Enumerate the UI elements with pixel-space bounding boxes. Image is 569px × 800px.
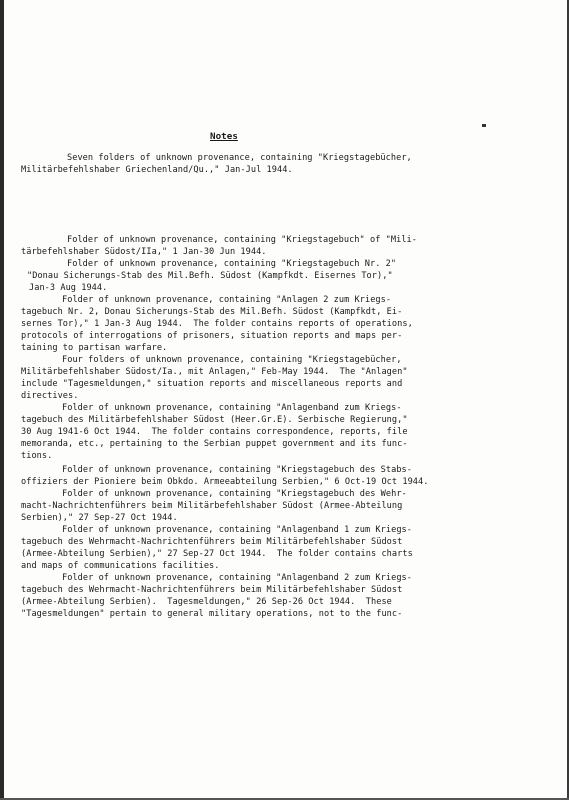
scan-mark xyxy=(482,124,486,127)
text-line: and maps of communications facilities. xyxy=(21,561,220,571)
text-line: Folder of unknown provenance, containing "Kriegstagebuch des Wehr- xyxy=(62,489,407,499)
text-line: Four folders of unknown provenance, containing "Kriegstagebücher, xyxy=(62,355,402,365)
text-line: protocols of interrogations of prisoners, situation reports and maps per- xyxy=(21,331,403,341)
text-line: Folder of unknown provenance, containing "Anlagenband zum Kriegs- xyxy=(62,403,402,413)
text-line: (Armee-Abteilung Serbien)," 27 Sep-27 Oct 1944. The folder contains charts xyxy=(21,549,413,559)
page-title: Notes xyxy=(210,131,238,142)
text-line: include "Tagesmeldungen," situation reports and miscellaneous reports and xyxy=(21,379,403,389)
text-line: tagebuch des Wehrmacht-Nachrichtenführers beim Militärbefehlshaber Südost xyxy=(21,537,403,547)
text-line: Folder of unknown provenance, containing "Anlagen 2 zum Kriegs- xyxy=(62,295,392,305)
text-line: 30 Aug 1941-6 Oct 1944. The folder contains correspondence, reports, file xyxy=(21,427,408,437)
text-line: taining to partisan warfare. xyxy=(21,343,168,353)
text-line: tagebuch des Wehrmacht-Nachrichtenführers beim Militärbefehlshaber Südost xyxy=(21,585,403,595)
text-line: (Armee-Abteilung Serbien). Tagesmeldungen," 26 Sep-26 Oct 1944. These xyxy=(21,597,392,607)
text-line: tagebuch Nr. 2, Donau Sicherungs-Stab des Mil.Befh. Südost (Kampfkdt, Ei- xyxy=(21,307,403,317)
text-line: Militärbefehlshaber Südost/Ia., mit Anlagen," Feb-May 1944. The "Anlagen" xyxy=(21,367,408,377)
text-line: Folder of unknown provenance, containing "Kriegstagebuch Nr. 2" xyxy=(67,259,397,269)
text-line: offiziers der Pioniere beim Obkdo. Armeeabteilung Serbien," 6 Oct-19 Oct 1944. xyxy=(21,477,429,487)
text-line: Jan-3 Aug 1944. xyxy=(29,283,108,293)
text-line: macht-Nachrichtenführers beim Militärbefehlshaber Südost (Armee-Abteilung xyxy=(21,501,403,511)
text-line: "Tagesmeldungen" pertain to general military operations, not to the func- xyxy=(21,609,403,619)
text-line: Folder of unknown provenance, containing "Anlagenband 1 zum Kriegs- xyxy=(62,525,412,535)
text-line: Folder of unknown provenance, containing "Anlagenband 2 zum Kriegs- xyxy=(62,573,412,583)
scan-edge-left xyxy=(0,0,4,800)
text-line: tagebuch des Militärbefehlshaber Südost (Heer.Gr.E). Serbische Regierung," xyxy=(21,415,408,425)
text-line: tions. xyxy=(21,451,53,461)
text-line: Seven folders of unknown provenance, containing "Kriegstagebücher, xyxy=(67,153,412,163)
text-line: "Donau Sicherungs-Stab des Mil.Befh. Südost (Kampfkdt. Eisernes Tor)," xyxy=(27,271,393,281)
text-line: sernes Tor)," 1 Jan-3 Aug 1944. The folder contains reports of operations, xyxy=(21,319,413,329)
text-line: memoranda, etc., pertaining to the Serbian puppet government and its func- xyxy=(21,439,408,449)
text-line: Militärbefehlshaber Griechenland/Qu.," Jan-Jul 1944. xyxy=(21,165,293,175)
text-line: directives. xyxy=(21,391,79,401)
text-line: Serbien)," 27 Sep-27 Oct 1944. xyxy=(21,513,178,523)
text-line: Folder of unknown provenance, containing "Kriegstagebuch" of "Mili- xyxy=(67,235,417,245)
text-line: Folder of unknown provenance, containing "Kriegstagebuch des Stabs- xyxy=(62,465,412,475)
text-line: tärbefehlshaber Südost/IIa," 1 Jan-30 Jun 1944. xyxy=(21,247,267,257)
